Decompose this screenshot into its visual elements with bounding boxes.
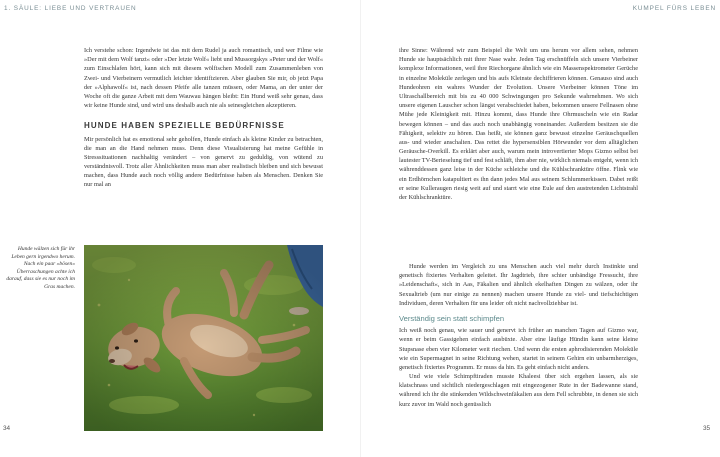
- dog-rolling-in-grass-photo: [84, 245, 323, 431]
- left-text-column: [84, 46, 323, 190]
- photo-caption-text: Hunde wälzen sich für ihr Leben gern irgendwo herum. Nach ein paar »bösen« Überraschungen achte ich darauf, dass sie es nur noch im Gras machen.: [6, 246, 75, 290]
- running-header-left: 1. SÄULE: LIEBE UND VERTRAUEN: [4, 5, 137, 12]
- book-spine: [360, 0, 361, 457]
- right-text-column: [399, 46, 638, 202]
- intro-paragraph: Ich verstehe schon: Irgendwie ist das mit dem Rudel ja auch romantisch, und wer Filme wie »Der mit dem Wolf tanzt« oder »Der letzte Wolf« liebt und Mussorgskys »Peter und der Wolf« zum Einschlafen hört, kann sich mit diesem wölfischen Modell zum Zusammenleben von Zwei- und Vierbeinern vermutlich leichter identifizieren. Aber glauben Sie mir, ob jetzt Papa der »Alphawolf« ist, nach dessen Pfeife alle tanzen müssen, oder Mama, an der unter der Woche oft die ganze Arbeit mit dem Wauwau hängen bleibt: Ein Hund weiß sehr genau, dass wir keine Hunde sind, und wird uns deshalb auch nie als seinesgleichen akzeptieren.: [84, 47, 323, 110]
- photo-caption: [4, 246, 75, 291]
- instincts-paragraph: Hunde werden im Vergleich zu uns Menschen auch viel mehr durch Instinkte und genetisch fixiertes Verhalten geleitet. Ihr Jagdtrieb, ihre schier unbändige Fressucht, ihre »Leidenschaft«, sich in Aas, Fäkalien und ähnlich ekelhaften Dingen zu wälzen, oder ihr Sexualtrieb (um nur einige zu nennen) machen unsere Hunde zu viel- und tiefschichtigen Individuen, deren Verhalten für uns leider oft nicht nachvollziehbar ist.: [399, 263, 638, 307]
- running-header-right: KUMPEL FÜRS LEBEN: [632, 5, 716, 12]
- section-paragraph: Mir persönlich hat es emotional sehr geholfen, Hunde einfach als kleine Kinder zu betrachten, die man an die Hand nehmen muss. Denn diese Visualisierung hat meine Gefühle in Stresssituationen nachhaltig verändert – von genervt zu geduldig, von wütend zu verständnisvoll. Trotz aller Ähnlichkeiten muss man aber realistisch bleiben und sich bewusst machen, dass Hunde auch noch völlig andere Bedürfnisse haben als Menschen. Denken Sie nur mal an: [84, 135, 323, 189]
- khaleesi-paragraph: Und wie viele Schimpftiraden musste Khaleesi über sich ergehen lassen, als sie klatschnass und sichtlich niedergeschlagen mit eingezogener Rute in der Badewanne stand, während ich ihr die stinkenden Wildschweinfäkalien aus dem Fell schrubbte, in denen sie sich kurz zuvor im Wald noch genüsslich: [399, 373, 638, 408]
- section-heading: HUNDE HABEN SPEZIELLE BEDÜRFNISSE: [84, 121, 285, 131]
- page-number-right: 35: [703, 425, 711, 432]
- gizmo-paragraph: Ich weiß noch genau, wie sauer und genervt ich früher an manchen Tagen auf Gizmo war, wenn er beim Gassigehen einfach ausbüxte. Aber eine läufige Hündin kann seine kleine Stupsnase eben vier Kilometer weit riechen. Und wenn die ersten aphrodisierenden Moleküle wie ein Supermagnet in seine Richtung wehen, startet in seinem Gehirn ein unbarmherziges, genetisch fixiertes Programm. Er muss da hin. Es geht einfach nicht anders.: [399, 327, 638, 371]
- right-text-column-lower: [399, 263, 638, 409]
- senses-paragraph: ihre Sinne: Während wir zum Beispiel die Welt um uns herum vor allem sehen, nehmen Hunde sie hauptsächlich mit ihrer Nase wahr. Jeden Tag erschnüffeln sich unsere Vierbeiner komplexe Informationen, weil ihre Riechorgane ähnlich wie ein Massenspektrometer Gerüche in einzelne Moleküle zerlegen und bis aufs Kleinste dechiffrieren können. Genauso sind auch Hundeohren ein wahres Wunder der Evolution. Unsere Vierbeiner können Töne im Ultraschallbereich mit bis zu 40 000 Schwingungen pro Sekunde wahrnehmen. Wo sich unsere eigenen Lauscher schon längst verabschiedet haben, bekommen unsere Fellnasen ohne Mühe jede Kleinigkeit mit. Hinzu kommt, dass Hunde ihre Ohrmuscheln wie ein Radar bewegen können – und das auch noch unabhängig voneinander. Außerdem besitzen sie die Fähigkeit, selektiv zu hören. Das heißt, sie können ganz bewusst einzelne Geräuschquellen aus- und wieder anschalten. Das rettet die hypersensiblen Hörwunder vor dem alltäglichen Geräusche-Overkill. Es erklärt aber auch, warum mein introvertierter Mops Gizmo selbst bei lautester TV-Berieselung tief und fest schläft, ihm aber nie, wirklich niemals entgeht, wenn ich währenddessen ganz leise in der Küche schleiche und die Kühlschranktüre öffne. Flink wie ein Erdhörnchen katapultiert es ihn dann jedes Mal aus seinem Schlummerkissen. Dabei reißt er seine Kulleraugen riesig weit auf und starrt wie eine Eule auf den austretenden Lichtstrahl der Kühlschranktüre.: [399, 47, 638, 201]
- page-number-left: 34: [3, 425, 11, 432]
- subheading: Verständig sein statt schimpfen: [399, 313, 505, 323]
